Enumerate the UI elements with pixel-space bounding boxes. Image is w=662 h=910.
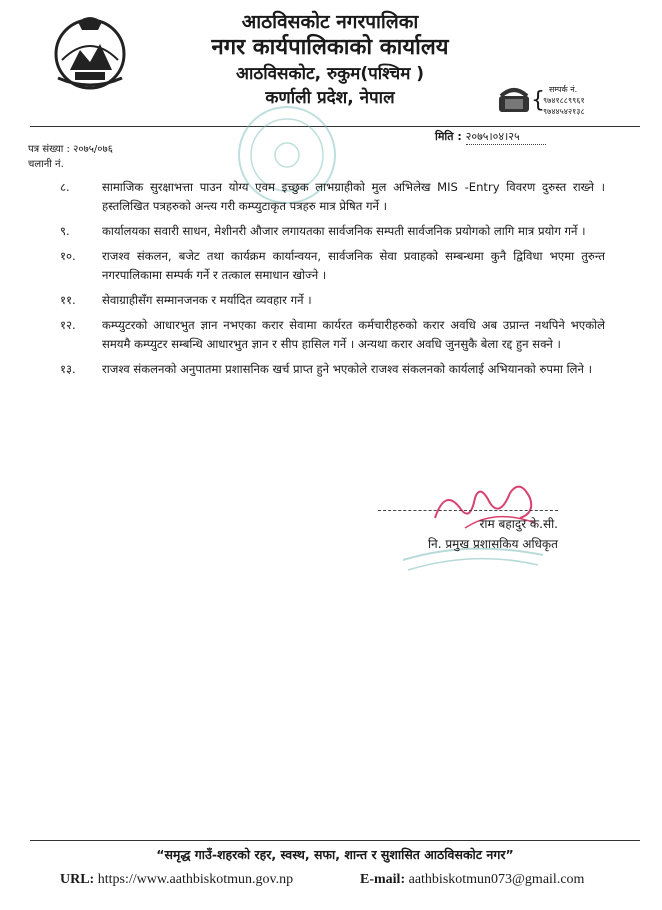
item-number: १२.: [60, 318, 76, 332]
item-number: ८.: [60, 180, 70, 194]
email-label: E-mail:: [360, 872, 406, 887]
footer-url: [60, 872, 293, 888]
footer-motto: “समृद्ध गाउँ-शहरको रहर, स्वस्थ, सफा, शान्त र सुशासित आठविसकोट नगर”: [156, 847, 514, 862]
item-text: कम्प्युटरको आधारभुत ज्ञान नभएका करार सेवामा कार्यरत कर्मचारीहरुको करार अवधि अब उप्रान्त नथपिने भएकोले समयमै कम्प्युटर सम्बन्धि आधारभुत ज्ञान र सीप हासिल गर्ने । अन्यथा करार अवधि जुनसुकै बेला रद्द हुन सक्ने ।: [102, 318, 605, 351]
item-text: कार्यालयका सवारी साधन, मेशीनरी औजार लगायतका सार्वजनिक सम्पती सार्वजनिक प्रयोगको लागि मात्र प्रयोग गर्ने ।: [102, 224, 586, 238]
footer-email: [360, 872, 584, 888]
list-item: [60, 291, 605, 310]
list-item: [60, 360, 605, 379]
letterhead: [150, 10, 510, 110]
item-number: ९.: [60, 224, 70, 238]
header-office: नगर कार्यपालिकाको कार्यालय: [211, 35, 449, 60]
item-text: राजश्व संकलनको अनुपातमा प्रशासनिक खर्च प्राप्त हुने भएकोले राजश्व संकलनको कार्यलाई अभियानको रुपमा लिने ।: [102, 362, 592, 376]
contact-label: सम्पर्क नं.: [549, 85, 578, 94]
item-text: सेवाग्राहीसँग सम्मानजनक र मर्यादित व्यवहार गर्ने ।: [102, 293, 312, 307]
header-address: आठविसकोट, रुकुम(पश्चिम ): [235, 64, 425, 84]
header-province: कर्णाली प्रदेश, नेपाल: [265, 88, 395, 108]
date-label: मिति :: [435, 130, 462, 143]
contact-phone-1: ९७४१८८९९६१: [543, 96, 585, 105]
list-item: [60, 178, 605, 216]
brace-glyph: {: [531, 88, 545, 113]
patra-value: २०७५/०७६: [73, 144, 113, 155]
contact-numbers: [531, 84, 585, 117]
instruction-list: [60, 178, 605, 385]
list-item: [60, 247, 605, 285]
date-value: २०७५।०४।२५: [466, 129, 546, 145]
signatory-name: राम बहादुर के.सी.: [479, 517, 558, 531]
list-item: [60, 222, 605, 241]
header-municipality: आठविसकोट नगरपालिका: [241, 11, 419, 33]
date-line: [435, 129, 546, 145]
item-text: राजश्व संकलन, बजेट तथा कार्यक्रम कार्यान्वयन, सार्वजनिक सेवा प्रवाहको सम्बन्धमा कुनै द्विविधा भएमा तुरुन्त नगरपालिकामा सम्पर्क गर्ने र तत्काल समाधान खोज्ने ।: [102, 249, 605, 282]
item-number: ११.: [60, 293, 76, 307]
email-link[interactable]: aathbiskotmun073@gmail.com: [408, 872, 585, 887]
chalani-label: चलानी नं.: [28, 159, 64, 170]
contact-phone-2: ९७४४५४२१३८: [543, 107, 585, 116]
nepal-emblem-icon: [50, 12, 130, 92]
footer-divider: [30, 840, 640, 841]
item-number: १०.: [60, 249, 76, 263]
patra-label: पत्र संख्या :: [28, 144, 70, 155]
item-number: १३.: [60, 362, 76, 376]
list-item: [60, 316, 605, 354]
reference-line: [28, 141, 113, 155]
telephone-icon: [497, 86, 531, 114]
signature-line: [378, 510, 558, 511]
url-link[interactable]: https://www.aathbiskotmun.gov.np: [97, 872, 294, 887]
signatory-title: नि. प्रमुख प्रशासकिय अधिकृत: [427, 537, 558, 551]
item-text: सामाजिक सुरक्षाभत्ता पाउन योग्य एवम इच्छुक लाभग्राहीको मुल अभिलेख MIS -Entry विवरण दुरुस्त राख्ने । हस्तलिखित पत्रहरुको अन्त्य गरी कम्प्युटाकृत पत्रहरु मात्र प्रेषित गर्ने ।: [102, 180, 605, 213]
url-label: URL:: [60, 872, 95, 887]
